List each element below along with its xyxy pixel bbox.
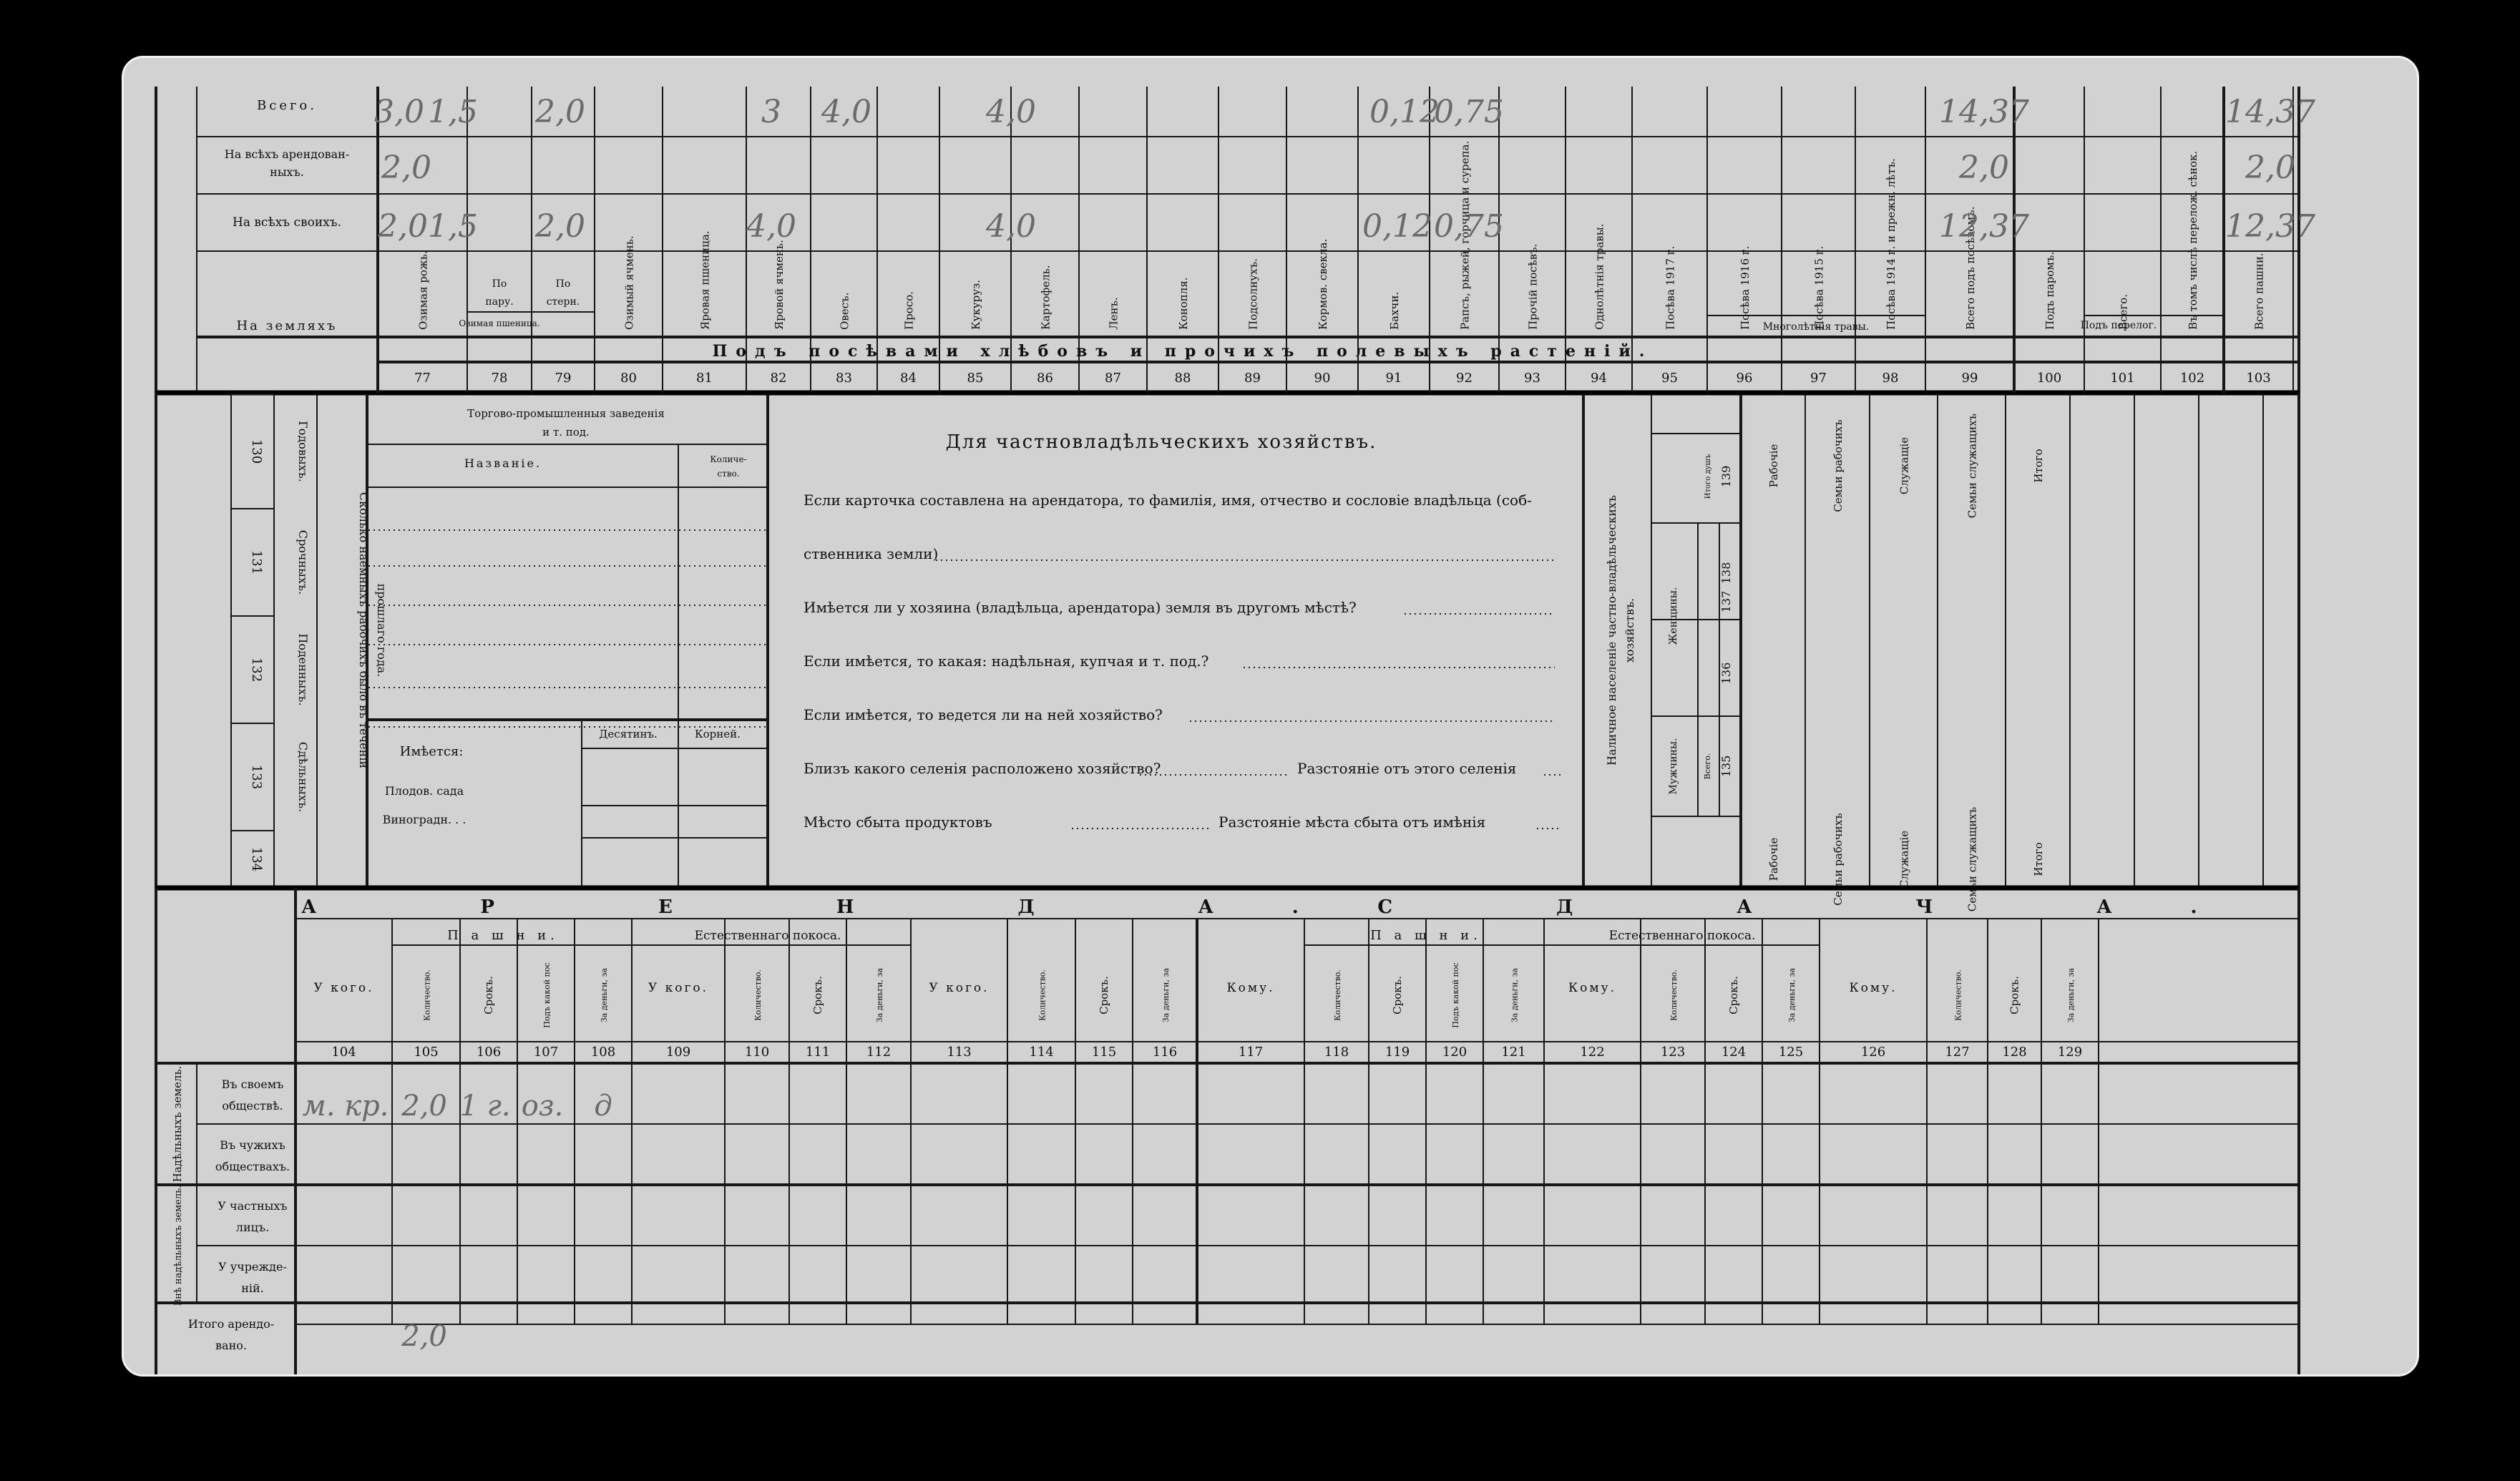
column-number: 103: [2246, 371, 2271, 386]
question-6: Мѣсто сбыта продуктовъ: [804, 813, 992, 831]
pashni-label: П а ш н и.: [447, 928, 559, 943]
handwritten-value: 4,0: [986, 208, 1036, 245]
lease-column-header: За деньги, за: [1510, 967, 1520, 1023]
group-label: Озимая пшеница.: [459, 318, 540, 328]
column-number: 139: [1719, 465, 1733, 488]
column-header: Срочныхъ.: [296, 529, 310, 595]
question-4: Если имѣется, то ведется ли на ней хозяйство?: [804, 706, 1163, 723]
column-header: Картофель.: [1039, 265, 1053, 330]
column-header: Озимый ячмень.: [622, 235, 636, 330]
column-number: 100: [2036, 371, 2062, 386]
lease-column-header: За деньги, за: [600, 967, 609, 1023]
right-column-header: Рабочіе: [1767, 444, 1780, 488]
lease-column-header: У кого.: [648, 981, 709, 995]
column-number: 138: [1719, 562, 1733, 585]
lease-column-number: 125: [1778, 1045, 1804, 1060]
lease-column-header: За деньги, за: [1787, 967, 1797, 1023]
handwritten-value: 2,0: [401, 1090, 447, 1123]
lease-column-header: Срокъ.: [1391, 976, 1404, 1015]
right-column-header: Служащіе: [1898, 436, 1911, 495]
column-header: По: [555, 278, 571, 290]
column-header: Рапсъ, рыжей, горчица и сурепа.: [1458, 140, 1472, 330]
orchard-label: Плодов. сада: [384, 784, 464, 798]
column-header: Бахчи.: [1388, 291, 1401, 330]
right-column-header: Служащіе: [1898, 830, 1911, 889]
lease-column-header: Количество.: [753, 969, 763, 1021]
trade-title: Торгово-промышленныя заведенія: [467, 407, 665, 420]
vineyard-label: Виноградн. . .: [382, 813, 467, 826]
lease-column-number: 111: [805, 1045, 831, 1060]
handwritten-value: 1,5: [428, 94, 478, 130]
right-column-header: Итого: [2032, 449, 2045, 483]
column-header: Посѣва 1915 г.: [1812, 245, 1826, 330]
column-header: Конопля.: [1177, 277, 1190, 330]
question-5: Близъ какого селенія расположено хозяйство?: [804, 760, 1161, 777]
lease-column-header: Кому.: [1568, 981, 1617, 995]
sdacha-banner: С Д А Ч А.: [1377, 896, 2276, 918]
lease-column-header: За деньги, за: [875, 967, 884, 1023]
column-number: 131: [249, 549, 264, 575]
handwritten-value: 4,0: [746, 208, 796, 245]
handwritten-value: 4,0: [986, 94, 1036, 130]
lease-column-header: Количество.: [1037, 969, 1047, 1021]
lease-column-header: Количество.: [1669, 969, 1679, 1021]
column-number: 79: [555, 371, 572, 386]
lease-column-number: 128: [2002, 1045, 2027, 1060]
pashni-label: П а ш н и.: [1370, 928, 1482, 943]
hired-workers-label: Сколько наемныхъ рабочихъ было въ теченіи: [357, 492, 371, 769]
row-label: Въ чужихъ: [220, 1138, 285, 1152]
census-form: [124, 58, 2417, 1374]
lease-column-number: 121: [1501, 1045, 1526, 1060]
lease-column-header: За деньги, за: [1161, 967, 1171, 1023]
lease-column-header: Кому.: [1849, 981, 1898, 995]
column-number: 80: [620, 371, 637, 386]
lease-column-number: 107: [533, 1045, 559, 1060]
handwritten-value: 2,0: [535, 208, 585, 245]
column-header: Просо.: [902, 291, 916, 330]
handwritten-value: 2,0: [2245, 150, 2295, 186]
column-header: Прочій посѣвъ.: [1526, 243, 1540, 330]
question-5: Разстояніе отъ этого селенія: [1297, 760, 1517, 777]
handwritten-value: 4,0: [821, 94, 871, 130]
row-label: У частныхъ: [218, 1199, 288, 1213]
question-6: Разстояніе мѣста сбыта отъ имѣнія: [1219, 813, 1486, 831]
section-banner: Подъ посѣвами хлѣбовъ и прочихъ полевыхъ растеній.: [712, 342, 1654, 361]
column-header: Яровой ячмень.: [773, 240, 786, 330]
handwritten-value: 1 г.: [459, 1090, 511, 1123]
column-header: Посѣва 1917 г.: [1664, 245, 1677, 330]
handwritten-value: 12,37: [2225, 208, 2315, 245]
column-number: 77: [414, 371, 431, 386]
column-number: 99: [1961, 371, 1978, 386]
row-label: Въ своемъ: [221, 1077, 284, 1091]
right-column-header: Итого: [2032, 842, 2045, 876]
column-number: 133: [249, 764, 264, 790]
group-nadel: Надѣльныхъ земель.: [171, 1065, 184, 1183]
column-header: Поденныхъ.: [296, 633, 310, 706]
row-label-rented: ныхъ.: [270, 165, 304, 179]
right-column-header: Семьи рабочихъ: [1832, 813, 1845, 906]
lease-column-number: 122: [1580, 1045, 1605, 1060]
trade-qty-header: ство.: [717, 469, 740, 479]
census-card: [122, 56, 2419, 1377]
question-1: ственника земли): [804, 545, 939, 562]
lease-column-header: У кого.: [929, 981, 990, 995]
column-number: 83: [836, 371, 852, 386]
column-number: 94: [1591, 371, 1607, 386]
row-label: обществахъ.: [215, 1160, 290, 1173]
column-header: пару.: [485, 296, 514, 308]
question-2: Имѣется ли у хозяина (владѣльца, арендатора) земля въ другомъ мѣстѣ?: [804, 599, 1357, 616]
column-header: Годовыхъ.: [296, 421, 310, 482]
lease-column-header: Срокъ.: [1098, 976, 1110, 1015]
column-header: Посѣва 1914 г. и прежн. лѣтъ.: [1885, 158, 1898, 330]
pokos-label: Естественнаго покоса.: [694, 929, 841, 943]
column-number: 135: [1719, 755, 1733, 778]
column-header: Всего пашни.: [2252, 253, 2266, 330]
private-title: Для частновладѣльческихъ хозяйствъ.: [945, 431, 1377, 453]
column-number: 90: [1314, 371, 1331, 386]
handwritten-value: 14,37: [2225, 94, 2315, 130]
column-number: 88: [1174, 371, 1191, 386]
population-title: Наличное населеніе частно-владѣльческихъ: [1605, 495, 1618, 766]
lease-column-number: 106: [476, 1045, 502, 1060]
lease-column-number: 117: [1238, 1045, 1264, 1060]
handwritten-value: 3: [761, 94, 781, 130]
trade-title: и т. под.: [542, 426, 590, 439]
handwritten-value: 12,37: [1939, 208, 2029, 245]
column-header: Всего.: [2116, 294, 2130, 330]
right-column-header: Семьи служащихъ: [1965, 806, 1979, 912]
column-header: Сдѣльныхъ.: [296, 741, 310, 813]
column-number: 81: [696, 371, 713, 386]
total-row-label: вано.: [215, 1339, 247, 1352]
column-number: 101: [2110, 371, 2135, 386]
column-header: Овесъ.: [838, 292, 851, 330]
men-label: Мужчины.: [1668, 738, 1679, 795]
lease-column-header: Количество.: [422, 969, 432, 1021]
column-header: Посѣва 1916 г.: [1739, 245, 1752, 330]
lease-column-number: 123: [1660, 1045, 1686, 1060]
right-column-header: Рабочіе: [1767, 837, 1780, 881]
row-label-rented: На всѣхъ арендован-: [224, 147, 350, 161]
column-header: Подъ паромъ.: [2043, 251, 2056, 330]
column-number: 85: [967, 371, 984, 386]
column-number: 89: [1244, 371, 1261, 386]
lease-column-header: Срокъ.: [1727, 976, 1740, 1015]
column-number: 134: [249, 846, 264, 872]
row-label-total: Всего.: [257, 98, 317, 113]
group-label: Подъ перелог.: [2080, 320, 2157, 331]
row-label: лицъ.: [235, 1221, 270, 1234]
column-number: 82: [770, 371, 787, 386]
lease-column-number: 120: [1442, 1045, 1467, 1060]
column-header: Итого душъ: [1704, 454, 1712, 499]
trade-qty-header: Количе-: [710, 454, 747, 464]
lease-column-number: 116: [1152, 1045, 1178, 1060]
column-number: 84: [900, 371, 917, 386]
korney-header: Корней.: [695, 728, 741, 740]
column-header: Кукуруз.: [970, 279, 982, 330]
column-number: 96: [1736, 371, 1753, 386]
column-number: 93: [1524, 371, 1540, 386]
lease-column-number: 112: [866, 1045, 892, 1060]
handwritten-value: 0,75: [1434, 208, 1504, 245]
lease-column-header: За деньги, за: [2066, 967, 2076, 1023]
lease-column-number: 124: [1721, 1045, 1747, 1060]
handwritten-value: оз.: [521, 1090, 564, 1123]
column-number: 86: [1037, 371, 1053, 386]
handwritten-value: 0,12: [1362, 208, 1432, 245]
column-header: Всего подъ посѣвомъ.: [1964, 206, 1977, 330]
lease-column-header: Срокъ.: [2008, 976, 2021, 1015]
lease-column-number: 115: [1091, 1045, 1117, 1060]
row-label-lands: На земляхъ: [236, 318, 338, 333]
question-1: Если карточка составлена на арендатора, то фамилія, имя, отчество и сословіе владѣльца (соб-: [804, 492, 1532, 509]
lease-column-number: 114: [1029, 1045, 1054, 1060]
arenda-banner: А Р Е Н Д А.: [301, 896, 1377, 918]
lease-column-number: 129: [2057, 1045, 2083, 1060]
column-header: Яровая пшеница.: [698, 230, 712, 330]
column-number: 87: [1105, 371, 1121, 386]
column-number: 130: [249, 439, 264, 464]
column-number: 92: [1456, 371, 1473, 386]
column-number: 95: [1661, 371, 1678, 386]
handwritten-value: 2,0: [381, 150, 431, 186]
right-column-header: Семьи служащихъ: [1965, 413, 1979, 519]
population-title: хозяйствъ.: [1623, 597, 1636, 663]
lease-column-number: 127: [1945, 1045, 1970, 1060]
handwritten-value: 2,0: [401, 1320, 447, 1353]
handwritten-value: 3,0: [374, 94, 424, 130]
lease-column-number: 108: [590, 1045, 616, 1060]
lease-column-header: Кому.: [1226, 981, 1275, 995]
handwritten-value: 14,37: [1939, 94, 2029, 130]
lease-column-header: Срокъ.: [811, 976, 824, 1015]
column-header: Въ томъ числѣ перелож. сѣнок.: [2187, 150, 2199, 330]
column-number: 137: [1719, 590, 1733, 613]
row-label: обществѣ.: [222, 1099, 283, 1113]
column-number: 91: [1385, 371, 1402, 386]
pokos-label: Естественнаго покоса.: [1608, 929, 1756, 943]
has-label: Имѣется:: [399, 744, 464, 759]
group-vne: Внѣ надѣльныхъ земель.: [173, 1185, 184, 1306]
handwritten-value: 1,5: [428, 208, 478, 245]
lease-column-number: 119: [1384, 1045, 1410, 1060]
handwritten-value: 2,0: [535, 94, 585, 130]
question-3: Если имѣется, то какая: надѣльная, купчая и т. под.?: [804, 652, 1209, 670]
trade-name-header: Названіе.: [464, 456, 542, 470]
lease-column-header: У кого.: [313, 981, 374, 995]
row-label: ній.: [241, 1281, 264, 1295]
column-header: Всего.: [1703, 753, 1712, 780]
lease-column-header: Подъ какой пос: [1451, 962, 1460, 1028]
column-header: Однолѣтнія травы.: [1593, 223, 1606, 330]
handwritten-value: 0,75: [1434, 94, 1504, 130]
lease-column-header: Количество.: [1333, 969, 1342, 1021]
column-header: Подсолнухъ.: [1246, 258, 1260, 330]
right-column-header: Семьи рабочихъ: [1832, 419, 1845, 512]
column-number: 132: [249, 657, 264, 683]
column-header: Ленъ.: [1107, 297, 1120, 330]
row-label-own: На всѣхъ своихъ.: [233, 215, 341, 230]
column-header: стерн.: [546, 296, 580, 308]
lease-column-number: 109: [665, 1045, 691, 1060]
group-label: Многолѣтнія травы.: [1762, 321, 1870, 333]
handwritten-value: 0,12: [1369, 94, 1440, 130]
column-header: Кормов. свекла.: [1317, 238, 1329, 330]
column-header: По: [492, 278, 507, 290]
handwritten-value: д: [594, 1090, 612, 1123]
column-header: Озимая рожь.: [416, 250, 430, 330]
lease-column-number: 105: [414, 1045, 439, 1060]
hired-workers-label: прошлаго года.: [375, 583, 389, 678]
lease-column-number: 110: [744, 1045, 770, 1060]
desyatin-header: Десятинъ.: [599, 728, 658, 740]
lease-column-number: 126: [1860, 1045, 1886, 1060]
lease-column-number: 113: [947, 1045, 972, 1060]
lease-column-number: 104: [331, 1045, 356, 1060]
column-number: 136: [1719, 662, 1733, 685]
column-number: 102: [2179, 371, 2205, 386]
handwritten-value: 2,0: [378, 208, 428, 245]
handwritten-value: 2,0: [1959, 150, 2009, 186]
lease-column-header: Срокъ.: [482, 976, 495, 1015]
lease-column-header: Количество.: [1953, 969, 1963, 1021]
women-label: Женщины.: [1668, 587, 1679, 645]
lease-column-header: Подъ какой пос: [542, 962, 552, 1028]
column-number: 78: [491, 371, 508, 386]
row-label: У учрежде-: [218, 1260, 287, 1274]
handwritten-value: м. кр.: [302, 1090, 389, 1123]
column-number: 98: [1882, 371, 1899, 386]
lease-column-number: 118: [1324, 1045, 1349, 1060]
total-row-label: Итого арендо-: [187, 1317, 275, 1331]
column-number: 97: [1810, 371, 1827, 386]
